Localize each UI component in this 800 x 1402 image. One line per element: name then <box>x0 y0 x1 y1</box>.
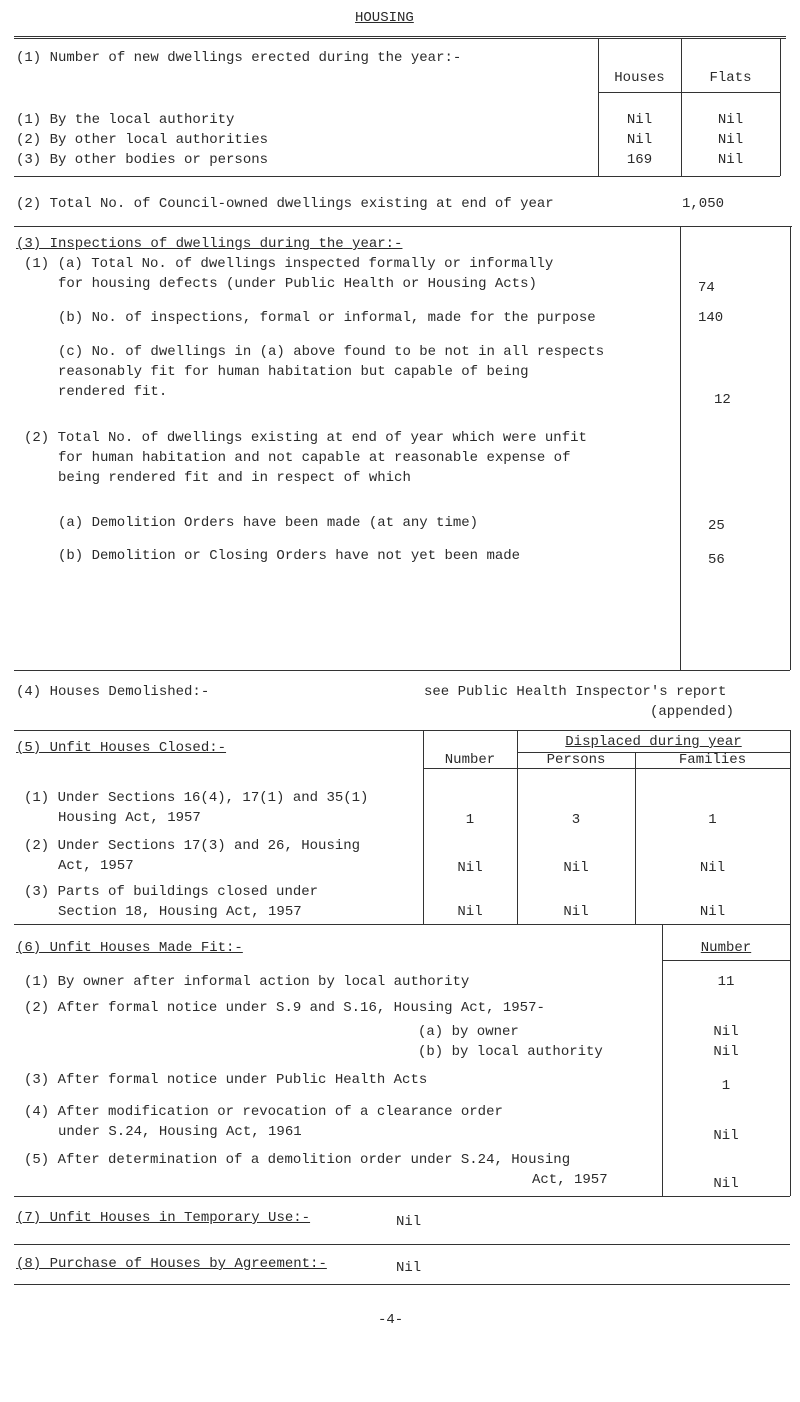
s6-r2: (2) After formal notice under S.9 and S.16, Housing Act, 1957- <box>24 1000 545 1016</box>
s6-r5-line2: Act, 1957 <box>532 1172 608 1188</box>
s5-row-families: 1 <box>708 812 717 828</box>
s5-row-number: Nil <box>457 860 483 876</box>
col-flats: Flats <box>709 70 752 86</box>
s1-row-flats: Nil <box>717 112 744 128</box>
s7-label: (7) Unfit Houses in Temporary Use:- <box>16 1210 311 1226</box>
s3-b2: (b) Demolition or Closing Orders have not yet been made <box>58 548 521 564</box>
s6-r2b-value: Nil <box>713 1044 739 1060</box>
page-number: -4- <box>378 1312 404 1328</box>
s3-c1-line3: rendered fit. <box>58 384 168 400</box>
s6-r1: (1) By owner after informal action by local authority <box>24 974 470 990</box>
s6-r5-line1: (5) After determination of a demolition order under S.24, Housing <box>24 1152 571 1168</box>
s2-value: 1,050 <box>682 196 725 212</box>
s3-b1: (b) No. of inspections, formal or informal, made for the purpose <box>58 310 596 326</box>
s8-value: Nil <box>396 1260 422 1276</box>
s5-row-line2: Section 18, Housing Act, 1957 <box>58 904 302 920</box>
s5-row-families: Nil <box>699 904 726 920</box>
s3-b2-value: 56 <box>708 552 725 568</box>
s6-r3-value: 1 <box>721 1078 731 1094</box>
s4-note-line2: (appended) <box>650 704 735 720</box>
s3-c1-line1: (c) No. of dwellings in (a) above found to be not in all respects <box>58 344 605 360</box>
s5-heading: (5) Unfit Houses Closed:- <box>16 740 227 756</box>
s5-row-number: 1 <box>465 812 475 828</box>
s3-a1-line2: for housing defects (under Public Health or Housing Acts) <box>58 276 537 292</box>
s5-row-persons: Nil <box>563 904 589 920</box>
s7-value: Nil <box>396 1214 422 1230</box>
s1-row-label: (2) By other local authorities <box>16 132 269 148</box>
s6-r2a-value: Nil <box>713 1024 739 1040</box>
s1-row-houses: Nil <box>626 132 653 148</box>
page-title: HOUSING <box>355 10 414 26</box>
s3-a2-value: 25 <box>708 518 725 534</box>
s5-col-persons: Persons <box>546 752 606 768</box>
s6-r3: (3) After formal notice under Public Health Acts <box>24 1072 428 1088</box>
s3-two-line2: for human habitation and not capable at reasonable expense of <box>58 450 571 466</box>
s6-r4-value: Nil <box>713 1128 739 1144</box>
s5-row-line2: Act, 1957 <box>58 858 134 874</box>
s3-two-line1: (2) Total No. of dwellings existing at end of year which were unfit <box>24 430 587 446</box>
s5-col-families: Families <box>678 752 747 768</box>
s3-a2: (a) Demolition Orders have been made (at any time) <box>58 515 479 531</box>
s1-row-flats: Nil <box>717 132 744 148</box>
s3-a1-value: 74 <box>698 280 715 296</box>
s5-row-line1: (3) Parts of buildings closed under <box>24 884 319 900</box>
s5-row-line1: (2) Under Sections 17(3) and 26, Housing <box>24 838 361 854</box>
s5-row-families: Nil <box>699 860 726 876</box>
s1-row-houses: 169 <box>626 152 653 168</box>
s3-two-line3: being rendered fit and in respect of which <box>58 470 411 486</box>
s6-r1-value: 11 <box>717 974 735 990</box>
s6-r5-value: Nil <box>713 1176 739 1192</box>
s1-row-flats: Nil <box>717 152 744 168</box>
s3-heading: (3) Inspections of dwellings during the year:- <box>16 236 403 252</box>
s4-label: (4) Houses Demolished:- <box>16 684 210 700</box>
s5-col-displaced: Displaced during year <box>565 734 742 750</box>
s2-label: (2) Total No. of Council-owned dwellings existing at end of year <box>16 196 554 212</box>
s6-heading: (6) Unfit Houses Made Fit:- <box>16 940 243 956</box>
s5-row-line2: Housing Act, 1957 <box>58 810 201 826</box>
s1-row-houses: Nil <box>626 112 653 128</box>
s6-r2a: (a) by owner <box>418 1024 519 1040</box>
s6-r4-line1: (4) After modification or revocation of a clearance order <box>24 1104 503 1120</box>
s1-row-label: (1) By the local authority <box>16 112 235 128</box>
s1-row-label: (3) By other bodies or persons <box>16 152 269 168</box>
s6-r2b: (b) by local authority <box>418 1044 603 1060</box>
s3-c1-line2: reasonably fit for human habitation but capable of being <box>58 364 529 380</box>
s5-row-persons: Nil <box>563 860 589 876</box>
s3-a1-line1: (1) (a) Total No. of dwellings inspected formally or informally <box>24 256 554 272</box>
s8-label: (8) Purchase of Houses by Agreement:- <box>16 1256 327 1272</box>
s5-row-number: Nil <box>457 904 483 920</box>
col-houses: Houses <box>614 70 665 86</box>
s5-row-line1: (1) Under Sections 16(4), 17(1) and 35(1) <box>24 790 369 806</box>
s3-c1-value: 12 <box>714 392 731 408</box>
s6-r4-line2: under S.24, Housing Act, 1961 <box>58 1124 302 1140</box>
s6-col-number: Number <box>700 940 752 956</box>
s3-b1-value: 140 <box>698 310 724 326</box>
s5-row-persons: 3 <box>571 812 581 828</box>
s5-col-number: Number <box>444 752 496 768</box>
s4-note-line1: see Public Health Inspector's report <box>424 684 727 700</box>
s1-label: (1) Number of new dwellings erected during the year:- <box>16 50 462 66</box>
